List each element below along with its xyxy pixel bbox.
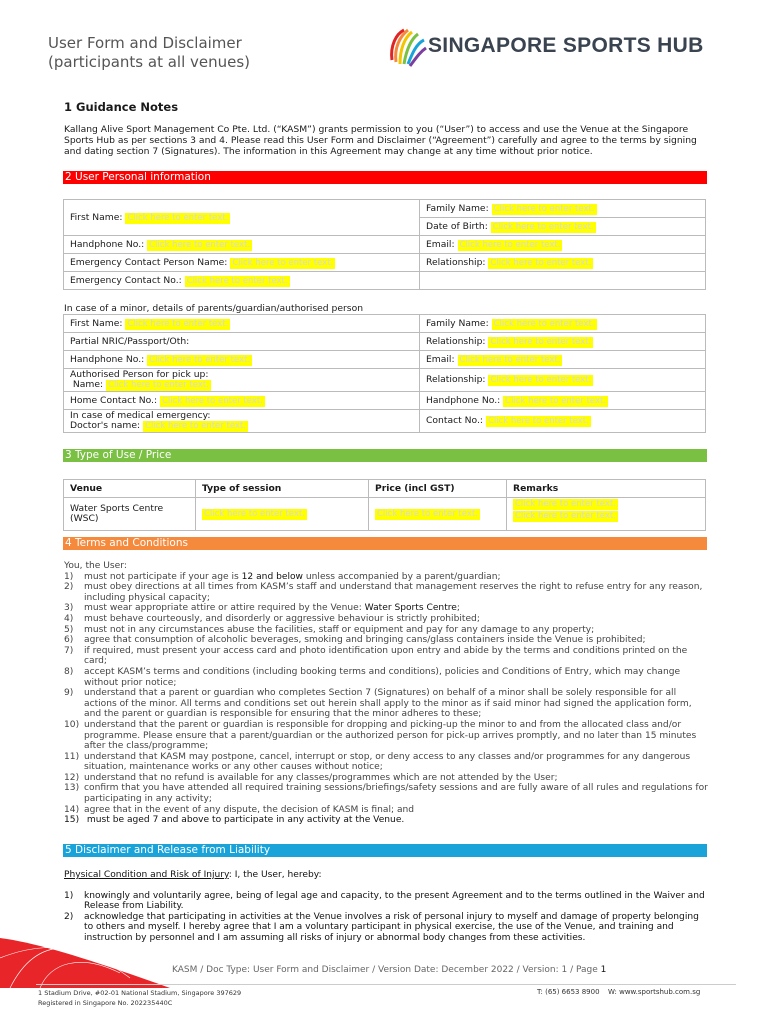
terms-item-number: 2) [64,582,74,593]
relationship-field[interactable]: Click here to enter text. [490,257,592,268]
terms-item [64,815,709,826]
pickup-cell: Authorised Person for pick up: Name: Click here to enter text. [64,369,420,392]
email-field[interactable]: Click here to enter text. [459,239,561,250]
guardian-handphone-cell: Handphone No.: Click here to enter text. [64,351,420,369]
terms-item-number: 8) [64,666,74,677]
col-type: Type of session [196,480,369,498]
user-info-table [63,199,706,290]
guardian-first-name-cell: First Name: Click here to enter text. [64,315,420,333]
pickup-handphone-field[interactable]: Click here to enter text. [505,395,607,406]
terms-item [64,572,709,583]
terms-item [64,667,709,688]
terms-item-number: 7) [64,645,74,656]
empty-cell [420,272,706,290]
minor-caption: In case of a minor, details of parents/guardian/authorised person [64,303,364,314]
doctor-contact-field[interactable]: Click here to enter text. [487,416,589,426]
terms-item [64,614,709,625]
document-title [48,34,250,72]
price-field[interactable]: Click here to enter text. [377,509,478,519]
title-line-1: User Form and Disclaimer [48,34,242,52]
terms-item-text: must wear appropriate attire or attire required by the Venue: Water Sports Centre; [84,603,460,614]
terms-item-number: 9) [64,688,74,699]
terms-item [64,582,709,603]
footer-phone: T: (65) 6653 8900 [537,988,600,996]
terms-item-text: must be aged 7 and above to participate in any activity at the Venue. [84,815,405,826]
dob-cell: Date of Birth: Click here to enter text. [420,218,706,236]
terms-item [64,752,709,773]
title-line-2: (participants at all venues) [48,53,251,71]
handphone-cell: Handphone No.: Click here to enter text. [64,236,420,254]
section4-heading: 4 Terms and Conditions [63,537,707,550]
remarks-field-1[interactable]: Click here to enter text. [515,499,616,509]
terms-item-text: confirm that you have attended all required training sessions/briefings/safety sessions and are fully aware of all rules and regulations for participating in any activity; [84,783,708,805]
terms-intro: You, the User: [64,561,127,571]
terms-item [64,603,709,614]
section5-heading: 5 Disclaimer and Release from Liability [63,844,707,857]
terms-item-text: must obey directions at all times from KASM’s staff and understand that management reserves the right to refuse entry for any reason, including physical capacity; [84,582,703,603]
section1-heading: 1 Guidance Notes [64,100,179,114]
terms-item [64,783,709,804]
guardian-relationship-field[interactable]: Click here to enter text. [490,336,592,347]
terms-item-number: 13) [64,783,80,794]
family-name-field[interactable]: Click here to enter text. [493,203,595,214]
footer-address: 1 Stadium Drive, #02-01 National Stadium, Singapore 397629 [38,989,242,997]
type-of-use-table [63,479,706,531]
col-remarks: Remarks [507,480,706,498]
terms-item-number: 1) [64,571,74,582]
doctor-name-field[interactable]: Click here to enter text. [145,420,246,431]
pickup-name-field[interactable]: Click here to enter text. [108,379,209,390]
terms-item-text: accept KASM’s terms and conditions (including booking terms and conditions), policies and Conditions of Entry, which may change without prior notice; [84,666,681,688]
terms-item [64,773,709,784]
footer-divider [36,984,736,985]
type-cell [196,498,369,531]
guardian-handphone-field[interactable]: Click here to enter text. [149,354,251,365]
col-venue: Venue [64,480,196,498]
remarks-field-2[interactable]: Click here to enter text. [515,511,616,521]
session-type-field[interactable]: Click here to enter text. [204,509,305,519]
relationship-cell: Relationship: Click here to enter text. [420,254,706,272]
terms-item [64,635,709,646]
terms-item [64,805,709,816]
footer-arc-graphic-icon [0,918,170,988]
family-name-cell: Family Name: Click here to enter text. [420,200,706,218]
emergency-no-field[interactable]: Click here to enter text. [186,275,288,286]
terms-item-text: must not in any circumstances abuse the facilities, staff or equipment and pay for any damage to any property; [84,624,595,635]
terms-item-text: agree that in the event of any dispute, the decision of KASM is final; and [84,804,415,815]
pickup-handphone-cell: Handphone No.: Click here to enter text. [420,392,706,410]
guardian-info-table [63,314,706,433]
price-cell [369,498,507,531]
guardian-first-name-field[interactable]: Click here to enter text. [127,318,229,329]
terms-item-number: 4) [64,613,74,624]
disclaimer-item: 1) knowingly and voluntarily agree, being of legal age and capacity, to the present Agreement and to the terms outlined in the Waiver and Release from Liability. [64,890,705,912]
terms-item-text: understand that a parent or guardian who completes Section 7 (Signatures) on behalf of a minor shall be solely responsible for all actions of the minor. All terms and conditions set out herein shall apply to the minor as if said minor had signed the application form, and the parent or guardian is responsible for ensuring that the minor adheres to these; [84,688,692,720]
guardian-email-field[interactable]: Click here to enter text. [459,354,561,365]
footer-doc-line: KASM / Doc Type: User Form and Disclaimer / Version Date: December 2022 / Version: 1 / Page 1 [172,965,607,975]
terms-item-text: if required, must present your access card and photo identification upon entry and abide by the terms and conditions printed on the card; [84,645,688,667]
terms-item-text: agree that consumption of alcoholic beverages, smoking and bringing cans/glass containers inside the Venue is prohibited; [84,635,646,646]
home-contact-cell: Home Contact No.: Click here to enter text. [64,392,420,410]
footer-registered: Registered in Singapore No. 202235440C [38,999,173,1007]
first-name-field[interactable]: Click here to enter text. [127,212,229,223]
dob-field[interactable]: Click here to enter text. [492,221,594,232]
terms-item [64,625,709,636]
email-cell: Email: Click here to enter text. [420,236,706,254]
medical-cell: In case of medical emergency: Doctor's name: Click here to enter text. [64,410,420,433]
guardian-email-cell: Email: Click here to enter text. [420,351,706,369]
terms-item-number: 10) [64,719,80,730]
doctor-contact-cell: Contact No.: Click here to enter text. [420,410,706,433]
terms-item-number: 5) [64,624,74,635]
emergency-name-field[interactable]: Click here to enter text. [232,257,334,268]
terms-item-text: understand that KASM may postpone, cancel, interrupt or stop, or deny access to any classes and/or programmes for any dangerous situation, maintenance works or any other causes without notice; [84,751,691,773]
guardian-family-name-cell: Family Name: Click here to enter text. [420,315,706,333]
section2-heading: 2 User Personal information [63,171,707,184]
page-number: 1 [600,965,607,975]
disclaimer-item: 2) acknowledge that participating in activities at the Venue involves a risk of personal injury to myself and damage of property belonging to others and myself. I hereby agree that I am a voluntary participant in physical exercise, the use of the Venue, and training and instruction by personnel and I am assuming all risks of injury or abnormal body changes from these activities. [64,911,699,943]
terms-item-number: 6) [64,635,74,646]
emergency-name-cell: Emergency Contact Person Name: Click here to enter text. [64,254,420,272]
terms-item [64,688,709,720]
terms-item-text: understand that the parent or guardian is responsible for dropping and picking-up the minor to and from the allocated class and/or programme. Please ensure that a parent/guardian or the authorized person for pick-up arrives promptly, and no later than 15 minutes after the class/programme; [84,719,697,752]
home-contact-field[interactable]: Click here to enter text. [162,395,263,406]
emergency-no-cell: Emergency Contact No.: Click here to enter text. [64,272,420,290]
terms-item-text: must not participate if your age is 12 and below unless accompanied by a parent/guardian; [84,571,501,582]
terms-item-number: 15) [64,815,80,826]
terms-item-number: 11) [64,751,80,762]
footer-web: W: www.sportshub.com.sg [608,988,701,996]
venue-cell: Water Sports Centre (WSC) [64,498,196,531]
disclaimer-sub-rest: : I, the User, hereby: [228,870,322,880]
sports-hub-logo-icon [382,24,430,72]
section1-text: Kallang Alive Sport Management Co Pte. Ltd. (“KASM”) grants permission to you (“User”) to access and use the Venue at the Singapore Sports Hub as per sections 3 and 4. Please read this User Form and Disclaimer (“Agreement”) carefully and agree to the terms by signing and dating section 7 (Signatures). The information in this Agreement may change at any time without prior notice. [64,124,697,157]
terms-item-number: 3) [64,603,74,614]
terms-item [64,646,709,667]
col-price: Price (incl GST) [369,480,507,498]
handphone-field[interactable]: Click here to enter text. [149,239,251,250]
section3-heading: 3 Type of Use / Price [63,449,707,462]
terms-item-text: must behave courteously, and disorderly or aggressive behaviour is strictly prohibited; [84,613,480,624]
guardian-relationship-cell: Relationship: Click here to enter text. [420,333,706,351]
nric-cell: Partial NRIC/Passport/Oth: [64,333,420,351]
pickup-relationship-cell: Relationship: Click here to enter text. [420,369,706,392]
terms-item-number: 14) [64,804,80,815]
disclaimer-sub-underlined: Physical Condition and Risk of Injury [64,870,229,880]
first-name-cell: First Name: Click here to enter text. [64,200,420,236]
terms-item-number: 12) [64,772,80,783]
remarks-cell [507,498,706,531]
terms-list [64,561,709,826]
terms-item-text: understand that no refund is available for any classes/programmes which are not attended by the User; [84,772,558,783]
guardian-family-name-field[interactable]: Click here to enter text. [493,318,595,329]
terms-item [64,720,709,752]
pickup-relationship-field[interactable]: Click here to enter text. [490,375,592,385]
logo-text: SINGAPORE SPORTS HUB [428,34,704,57]
